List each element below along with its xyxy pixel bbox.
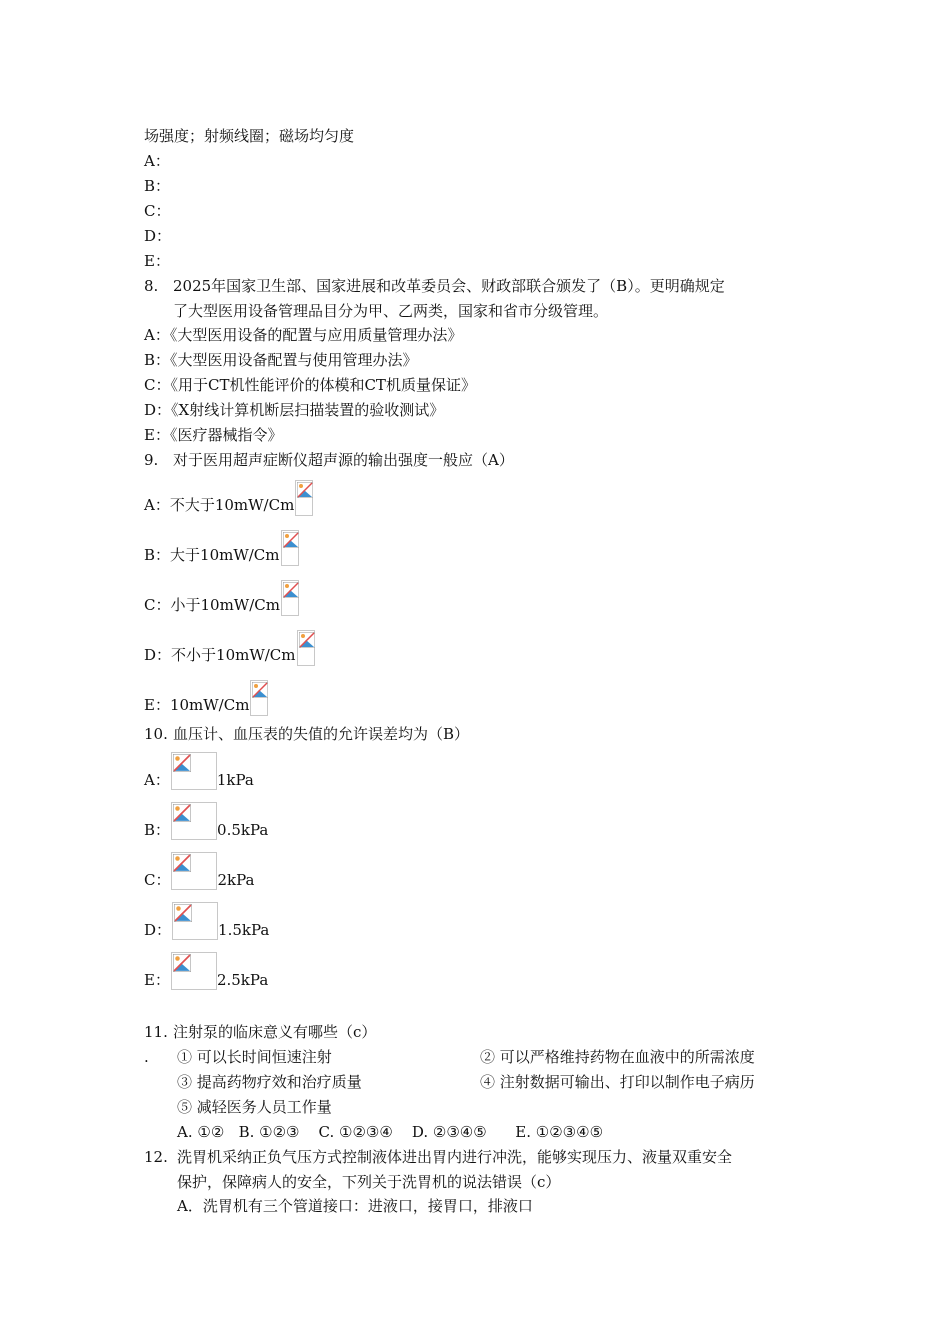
option-text: C：小于10mW/Cm <box>144 596 280 614</box>
question-number: 9. <box>144 451 159 469</box>
q9-option-a <box>144 480 313 516</box>
broken-image-icon <box>250 680 268 716</box>
question-number: 8. <box>144 277 159 295</box>
q11-option-4: ④ 注射数据可输出、打印以制作电子病历 <box>480 1073 755 1091</box>
q9-option-c <box>144 580 299 616</box>
option-value: 2kPa <box>217 871 255 889</box>
broken-image-icon <box>281 530 299 566</box>
option-value: 1.5kPa <box>218 921 270 939</box>
option-a: A： <box>144 152 170 170</box>
q10-option-d <box>144 902 269 940</box>
q10-option-a <box>144 752 254 790</box>
option-text: A：不大于10mW/Cm <box>144 496 295 514</box>
option-value: 1kPa <box>216 771 254 789</box>
q11-option-1: ① 可以长时间恒速注射 <box>177 1048 332 1066</box>
broken-image-icon <box>171 802 217 840</box>
text-line: 场强度；射频线圈；磁场均匀度 <box>144 127 355 145</box>
question-12 <box>144 1147 732 1167</box>
question-text: 洗胃机采纳正负气压方式控制液体进出胃内进行冲洗，能够实现压力、液量双重安全 <box>177 1148 733 1166</box>
question-text: 血压计、血压表的失值的允许误差均为（B） <box>173 725 470 743</box>
question-10 <box>144 724 469 744</box>
broken-image-icon <box>297 630 315 666</box>
q12-option-a: A．洗胃机有三个管道接口：进液口，接胃口，排液口 <box>177 1197 533 1215</box>
question-8 <box>144 276 725 296</box>
option-b: B： <box>144 177 171 195</box>
q9-option-e <box>144 680 268 716</box>
broken-image-icon <box>281 580 299 616</box>
option-label: A： <box>144 771 170 789</box>
question-9 <box>144 450 514 470</box>
question-text: 2025年国家卫生部、国家进展和改革委员会、财政部联合颁发了（B）。更明确规定 <box>173 277 725 295</box>
q11-dot: . <box>144 1048 149 1066</box>
q11-option-5: ⑤ 减轻医务人员工作量 <box>177 1098 332 1116</box>
q8-option-c: C：《用于CT机性能评价的体模和CT机质量保证》 <box>144 376 476 394</box>
option-label: B： <box>144 821 171 839</box>
question-12-cont: 保护，保障病人的安全，下列关于洗胃机的说法错误（c） <box>177 1173 561 1191</box>
option-text: E：10mW/Cm <box>144 696 250 714</box>
option-label: D： <box>144 921 172 939</box>
q11-answers: A. ①② B. ①②③ C. ①②③④ D. ②③④⑤ E. ①②③④⑤ <box>177 1123 604 1141</box>
option-label: C： <box>144 871 171 889</box>
option-d: D： <box>144 227 172 245</box>
q8-option-b: B：《大型医用设备配置与使用管理办法》 <box>144 351 418 369</box>
q9-option-b <box>144 530 299 566</box>
broken-image-icon <box>171 852 217 890</box>
question-number: 12. <box>144 1148 168 1166</box>
broken-image-icon <box>172 902 218 940</box>
q8-option-a: A：《大型医用设备的配置与应用质量管理办法》 <box>144 326 463 344</box>
q11-option-2: ② 可以严格维持药物在血液中的所需浓度 <box>480 1048 755 1066</box>
option-value: 0.5kPa <box>217 821 269 839</box>
broken-image-icon <box>295 480 313 516</box>
q10-option-b <box>144 802 268 840</box>
question-number: 10. <box>144 725 168 743</box>
option-label: E： <box>144 971 170 989</box>
question-8-cont: 了大型医用设备管理品目分为甲、乙两类，国家和省市分级管理。 <box>173 302 609 320</box>
option-value: 2.5kPa <box>216 971 269 989</box>
broken-image-icon <box>171 752 217 790</box>
q8-option-e: E：《医疗器械指令》 <box>144 426 283 444</box>
question-number: 11. <box>144 1023 168 1041</box>
option-text: B：大于10mW/Cm <box>144 546 280 564</box>
question-text: 对于医用超声症断仪超声源的输出强度一般应（A） <box>173 451 514 469</box>
q10-option-c <box>144 852 254 890</box>
question-text: 注射泵的临床意义有哪些（c） <box>173 1023 377 1041</box>
option-text: D：不小于10mW/Cm <box>144 646 296 664</box>
q9-option-d <box>144 630 315 666</box>
q8-option-d: D：《X射线计算机断层扫描装置的验收测试》 <box>144 401 445 419</box>
broken-image-icon <box>171 952 217 990</box>
option-e: E： <box>144 252 170 270</box>
q10-option-e <box>144 952 268 990</box>
q11-option-3: ③ 提高药物疗效和治疗质量 <box>177 1073 362 1091</box>
question-11 <box>144 1022 376 1042</box>
option-c: C： <box>144 202 171 220</box>
